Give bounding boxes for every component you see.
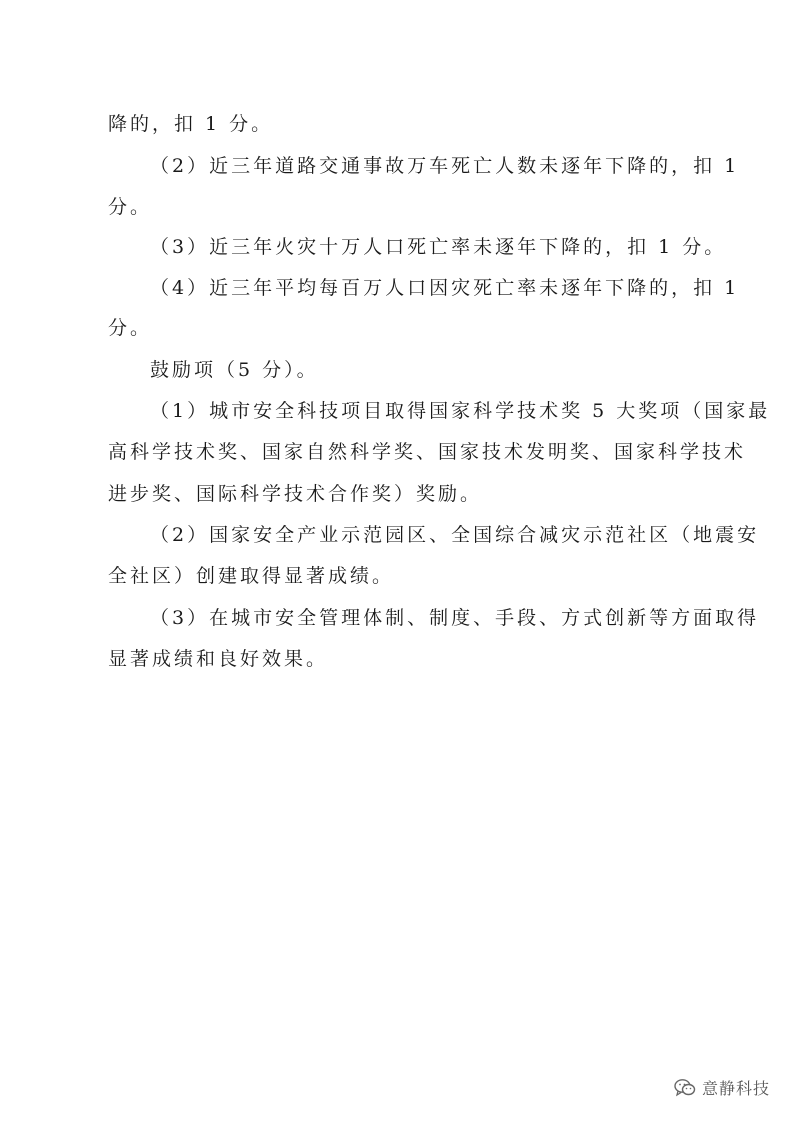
text-line: 分。 bbox=[108, 196, 153, 218]
text-line: （3）近三年火灾十万人口死亡率未逐年下降的，扣 1 分。 bbox=[150, 236, 727, 258]
watermark bbox=[674, 1076, 770, 1099]
section-heading: 鼓励项（5 分）。 bbox=[150, 359, 319, 381]
wechat-icon bbox=[674, 1078, 696, 1098]
text-line: （2）近三年道路交通事故万车死亡人数未逐年下降的，扣 1 bbox=[150, 155, 740, 177]
text-line: （3）在城市安全管理体制、制度、手段、方式创新等方面取得 bbox=[150, 607, 760, 629]
watermark-text: 意静科技 bbox=[701, 1079, 770, 1098]
text-line: 进步奖、国际科学技术合作奖）奖励。 bbox=[108, 483, 483, 505]
text-line: 高科学技术奖、国家自然科学奖、国家技术发明奖、国家科学技术 bbox=[108, 441, 747, 463]
text-line: 显著成绩和良好效果。 bbox=[108, 648, 329, 670]
text-line: 全社区）创建取得显著成绩。 bbox=[108, 565, 395, 587]
text-line: （2）国家安全产业示范园区、全国综合减灾示范社区（地震安 bbox=[150, 524, 760, 546]
text-line: （1）城市安全科技项目取得国家科学技术奖 5 大奖项（国家最 bbox=[150, 400, 771, 422]
text-line: 分。 bbox=[108, 317, 153, 339]
text-line: （4）近三年平均每百万人口因灾死亡率未逐年下降的，扣 1 bbox=[150, 277, 740, 299]
text-line: 降的，扣 1 分。 bbox=[108, 113, 274, 135]
